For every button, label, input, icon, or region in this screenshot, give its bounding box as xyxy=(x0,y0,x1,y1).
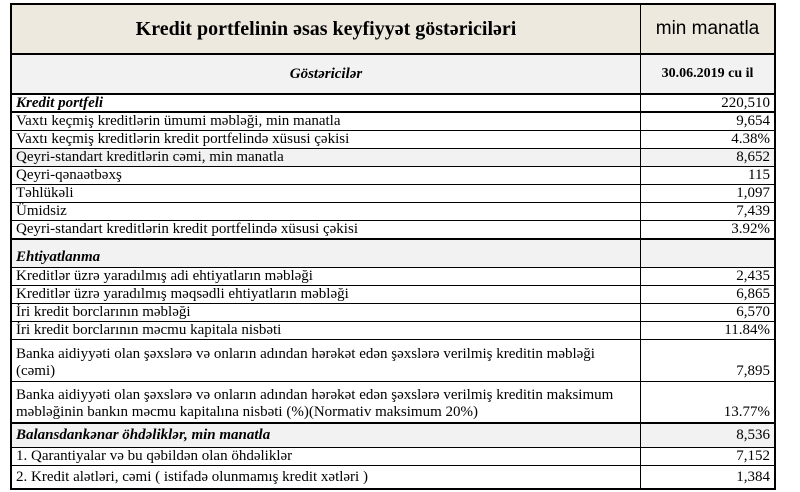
row-label: Vaxtı keçmiş kreditlərin kredit portfelində xüsusi çəkisi xyxy=(12,131,641,148)
row-label: Ümidsiz xyxy=(12,203,641,220)
row-label: Balansdankənar öhdəliklər, min manatla xyxy=(12,424,641,447)
table-title-row xyxy=(12,5,774,55)
row-label: Kreditlər üzrə yaradılmış adi ehtiyatların məbləği xyxy=(12,268,641,285)
row-value: 9,654 xyxy=(736,113,770,129)
table-row xyxy=(12,131,774,149)
table-row xyxy=(12,185,774,203)
report-title: Kredit portfelinin əsas keyfiyyət göstəriciləri xyxy=(12,5,641,53)
row-value: 8,652 xyxy=(736,149,770,165)
table-row xyxy=(12,466,774,488)
table-row xyxy=(12,149,774,167)
row-value: 7,439 xyxy=(736,203,770,219)
row-label: Təhlükəli xyxy=(12,185,641,202)
table-row xyxy=(12,322,774,340)
row-label: Qeyri-standart kreditlərin cəmi, min manatla xyxy=(12,149,641,166)
row-label: İri kredit borclarının məbləği xyxy=(12,304,641,321)
row-value: 13.77% xyxy=(723,404,770,420)
row-value: 6,570 xyxy=(736,304,770,320)
row-label: 2. Kredit alətləri, cəmi ( istifadə olunmamış kredit xətləri ) xyxy=(12,466,641,488)
row-value: 1,384 xyxy=(736,468,770,485)
table-row xyxy=(12,448,774,466)
row-label: Kreditlər üzrə yaradılmış məqsədli ehtiyatların məbləği xyxy=(12,286,641,303)
row-label: Banka aidiyyəti olan şəxslərə və onların adından hərəkət edən şəxslərə verilmiş kreditin məbləği (cəmi) xyxy=(12,340,641,381)
table-row xyxy=(12,286,774,304)
row-label: 1. Qarantiyalar və bu qəbildən olan öhdəliklər xyxy=(12,448,641,465)
table-row xyxy=(12,240,774,268)
row-value: 11.84% xyxy=(724,322,770,338)
table-subheader-row xyxy=(12,55,774,95)
table-row xyxy=(12,113,774,131)
row-value: 8,536 xyxy=(736,427,770,443)
table-row xyxy=(12,304,774,322)
unit-label: min manatla xyxy=(655,18,760,39)
row-value: 7,152 xyxy=(736,448,770,464)
row-value: 6,865 xyxy=(736,286,770,302)
row-label: Banka aidiyyəti olan şəxslərə və onların adından hərəkət edən şəxslərə verilmiş kreditin maksimum məbləğinin bankın məcmu kapitalına nisbəti (%)(Normativ maksimum 20%) xyxy=(12,382,641,422)
row-label: İri kredit borclarının məcmu kapitala nisbəti xyxy=(12,322,641,339)
table-row xyxy=(12,203,774,221)
row-value: 1,097 xyxy=(736,185,770,201)
table-row xyxy=(12,382,774,424)
row-label: Ehtiyatlanma xyxy=(12,240,641,267)
indicators-column-header: Göstəricilər xyxy=(12,55,641,93)
row-value: 7,895 xyxy=(736,363,770,379)
row-label: Vaxtı keçmiş kreditlərin ümumi məbləği, min manatla xyxy=(12,113,641,130)
table-row xyxy=(12,95,774,113)
table-row xyxy=(12,167,774,185)
row-value xyxy=(641,240,774,267)
date-column-header: 30.06.2019 cu il xyxy=(661,66,754,81)
table-row xyxy=(12,424,774,448)
row-label: Qeyri-qənaətbəxş xyxy=(12,167,641,184)
row-label: Qeyri-standart kreditlərin kredit portfelində xüsusi çəkisi xyxy=(12,221,641,238)
table-row xyxy=(12,340,774,382)
table-row xyxy=(12,268,774,286)
row-value: 220,510 xyxy=(721,95,770,111)
table-row xyxy=(12,221,774,240)
row-value: 2,435 xyxy=(736,268,770,284)
row-value: 115 xyxy=(748,167,770,183)
row-value: 4.38% xyxy=(731,131,770,147)
credit-portfolio-report-table xyxy=(10,3,776,490)
row-label: Kredit portfeli xyxy=(12,95,641,111)
row-value: 3.92% xyxy=(731,221,770,237)
